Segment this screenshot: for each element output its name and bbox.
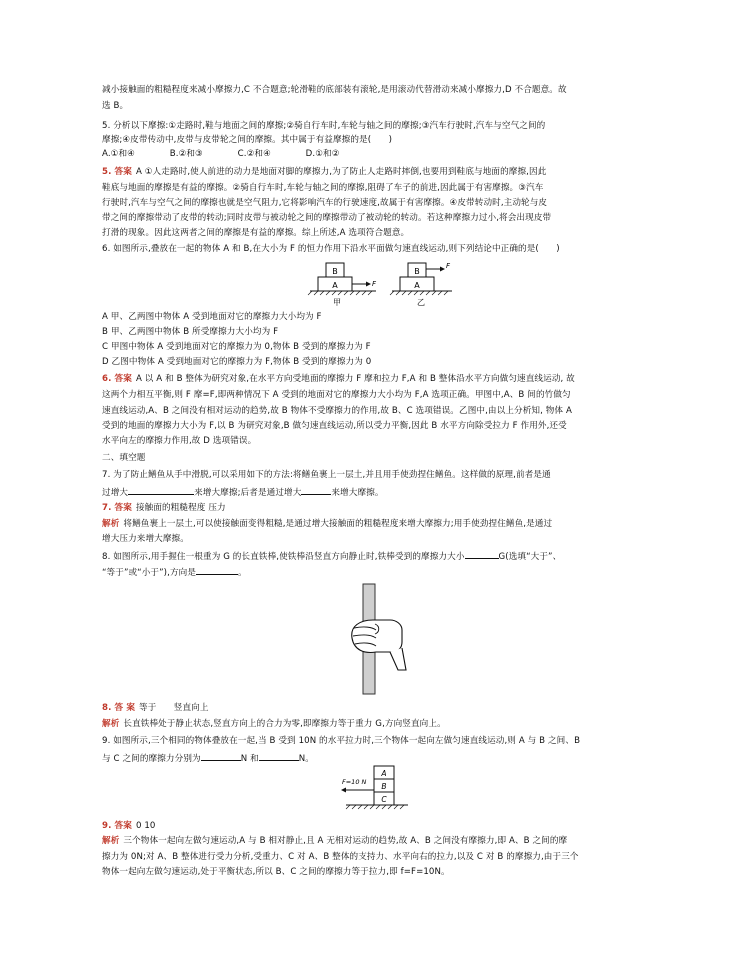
explanation-tag: 解析: [102, 519, 120, 529]
block-a-label: A: [414, 281, 420, 290]
text-line: 增大压力来增大摩擦。: [102, 534, 189, 544]
arrow-head: [341, 788, 346, 793]
answer-tag: 6. 答案: [102, 374, 132, 384]
option-d: D 乙图中物体 A 受到地面对它的摩擦力为 F,物体 B 受到的摩擦力为 0: [102, 357, 372, 367]
text-line: 鞋底与地面的摩擦是有益的摩擦。②骑自行车时,车轮与轴之间的摩擦,阻碍了车子的前进,因此属于有害摩擦。③汽车: [102, 183, 544, 193]
blank-field: [301, 485, 331, 495]
text-line: 减小接触面的粗糙程度来减小摩擦力,C 不合题意;轮滑鞋的底部装有滚轮,是用滚动代替滑动来减小摩擦力,D 不合题意。故: [102, 85, 567, 95]
force-label: F=10 N: [342, 778, 367, 786]
text-line: 受到的地面的摩擦力大小为 F,以 B 为研究对象,B 做匀速直线运动,所以受力平衡,因此 B 水平方向除受拉力 F 作用外,还受: [102, 421, 567, 431]
explanation-tag: 解析: [102, 719, 120, 729]
text-span: 过增大: [102, 488, 129, 498]
figure-label-jia: 甲: [333, 298, 341, 307]
question-7-blanks: [102, 485, 384, 499]
blank-field: [201, 751, 241, 761]
ground-hatch: [308, 291, 372, 295]
option-a: A 甲、乙两图中物体 A 受到地面对它的摩擦力大小均为 F: [102, 312, 322, 322]
text-span: G(选填“大于”、: [498, 552, 562, 562]
explanation-tag: 解析: [102, 836, 120, 846]
blank-field: [196, 565, 238, 575]
block-b-label: B: [414, 267, 420, 276]
explanation-7: [102, 518, 552, 530]
answer-text: A ①人走路时,使人前进的动力是地面对脚的摩擦力,为了防止人走路时摔倒,也要用到鞋底与地面的摩擦,因此: [135, 167, 547, 177]
explanation-text: 将鳝鱼裹上一层土,可以使接触面变得粗糙,是通过增大接触面的粗糙程度来增大摩擦力;用手使劲捏住鳝鱼,是通过: [123, 519, 553, 529]
block-a-label: A: [381, 769, 387, 778]
text-span: N 和: [240, 754, 259, 764]
text-span: N。: [298, 754, 314, 764]
text-line: 速直线运动,A、B 之间没有相对运动的趋势,故 B 物体不受摩擦力的作用,故 B、C 选项错误。乙图中,由以上分析知, 物体 A: [102, 406, 572, 416]
explanation-9: [102, 835, 567, 847]
text-span: 8. 如图所示,用手握住一根重为 G 的长直铁棒,使铁棒沿竖直方向静止时,铁棒受到的摩擦力大小: [102, 552, 465, 562]
question-8: [102, 549, 561, 563]
text-line: 擦力为 0N;对 A、B 整体进行受力分析,受重力、C 对 A、B 整体的支持力、水平向右的拉力,以及 C 对 B 的摩擦力,由于三个: [102, 852, 579, 862]
text-span: 来增大摩擦;后者是通过增大: [194, 488, 302, 498]
text-line: 行驶时,汽车与空气之间的摩擦也就是空气阻力,它将影响汽车的行驶速度,故属于有害摩擦。④皮带转动时,主动轮与皮: [102, 198, 548, 208]
option-c: C 甲图中物体 A 受到地面对它的摩擦力为 0,物体 B 受到的摩擦力为 F: [102, 342, 371, 352]
text-span: 与 C 之间的摩擦力分别为: [102, 754, 201, 764]
explanation-text: 长直铁棒处于静止状态,竖直方向上的合力为零,即摩擦力等于重力 G,方向竖直向上。: [123, 719, 446, 729]
question-8-line2: [102, 565, 247, 579]
answer-tag: 5. 答案: [102, 167, 132, 177]
answer-text: A 以 A 和 B 整体为研究对象,在水平方向受地面的摩擦力 F 摩和拉力 F,A 和 B 整体沿水平方向做匀速直线运动, 故: [135, 374, 575, 384]
explanation-text: 三个物体一起向左做匀速运动,A 与 B 相对静止,且 A 无相对运动的趋势,故 A、B 之间没有摩擦力,即 A、B 之间的摩: [123, 836, 568, 846]
blank-field: [465, 549, 499, 559]
answer-text: 接触面的粗糙程度 压力: [135, 503, 226, 513]
text-span: 。: [238, 568, 247, 578]
force-label: F: [372, 280, 377, 288]
blank-field: [259, 751, 299, 761]
answer-9: [102, 820, 155, 832]
question-9: 9. 如图所示,三个相同的物体叠放在一起,当 B 受到 10N 的水平拉力时,三个物体一起向左做匀速直线运动,则 A 与 B 之间、B: [102, 736, 581, 746]
text-line: 带之间的摩擦带动了皮带的转动;同时皮带与被动轮之间的摩擦带动了被动轮的转动。若这种摩擦力过小,将会出现皮带: [102, 213, 552, 223]
ground-hatch: [390, 291, 448, 295]
ground-hatch: [346, 805, 404, 809]
section-heading: 二、填空题: [102, 453, 146, 463]
question-7: 7. 为了防止鳝鱼从手中滑脱,可以采用如下的方法:将鳝鱼裹上一层土,并且用手使劲捏住鳝鱼。这样做的原理,前者是通: [102, 470, 551, 480]
answer-tag: 7. 答案: [102, 503, 132, 513]
text-span: “等于”或“小于”),方向是: [102, 568, 197, 578]
answer-6: [102, 373, 575, 385]
answer-tag: 9. 答案: [102, 821, 132, 831]
figure-label-yi: 乙: [417, 298, 425, 307]
answer-8: [102, 702, 209, 714]
figure-6: [300, 255, 460, 311]
answer-7: [102, 502, 226, 514]
arrow-head: [366, 282, 371, 287]
explanation-8: [102, 718, 446, 730]
arrow-head: [440, 267, 445, 272]
answer-tag: 8. 答 案: [102, 703, 136, 713]
figure-8-hand-rod: [340, 582, 410, 696]
text-line: 打滑的现象。因此这两者之间的摩擦是有益的摩擦。综上所述,A 选项符合题意。: [102, 228, 410, 238]
text-span: 来增大摩擦。: [331, 488, 384, 498]
question-9-blanks: [102, 751, 314, 765]
answer-text: 等于 竖直向上: [139, 703, 209, 713]
block-c-label: C: [381, 795, 387, 804]
block-a-label: A: [332, 281, 338, 290]
text-line: 摩擦;④皮带传动中,皮带与皮带轮之间的摩擦。其中属于有益摩擦的是( ): [102, 135, 393, 145]
text-line: 这两个力相互平衡,则 F 摩=F,即两种情况下 A 受到的地面对它的摩擦力大小均为 F,A 选项正确。甲图中,A、B 间的竹做匀: [102, 390, 571, 400]
block-b-label: B: [332, 267, 338, 276]
text-line: 水平向左的摩擦力作用,故 D 选项错误。: [102, 436, 257, 446]
question-5: 5. 分析以下摩擦:①走路时,鞋与地面之间的摩擦;②骑自行车时,车轮与轴之间的摩擦;③汽车行驶时,汽车与空气之间的: [102, 121, 546, 131]
option-b: B 甲、乙两图中物体 B 所受摩擦力大小均为 F: [102, 327, 279, 337]
blank-field: [128, 485, 194, 495]
block-b-label: B: [381, 782, 387, 791]
figure-9-stacked-blocks: [338, 764, 416, 814]
text-line: 选 B。: [102, 101, 129, 111]
wrist: [390, 648, 406, 670]
question-6: 6. 如图所示,叠放在一起的物体 A 和 B,在大小为 F 的恒力作用下沿水平面做匀速直线运动,则下列结论中正确的是( ): [102, 244, 560, 254]
text-line: 物体一起向左做匀速运动,处于平衡状态,所以 B、C 之间的摩擦力等于拉力,即 f=F=10N。: [102, 867, 450, 877]
question-5-options: A.①和④ B.②和③ C.②和④ D.①和②: [102, 149, 340, 159]
force-label: F: [446, 262, 451, 270]
answer-5: [102, 166, 546, 178]
answer-text: 0 10: [135, 821, 156, 831]
